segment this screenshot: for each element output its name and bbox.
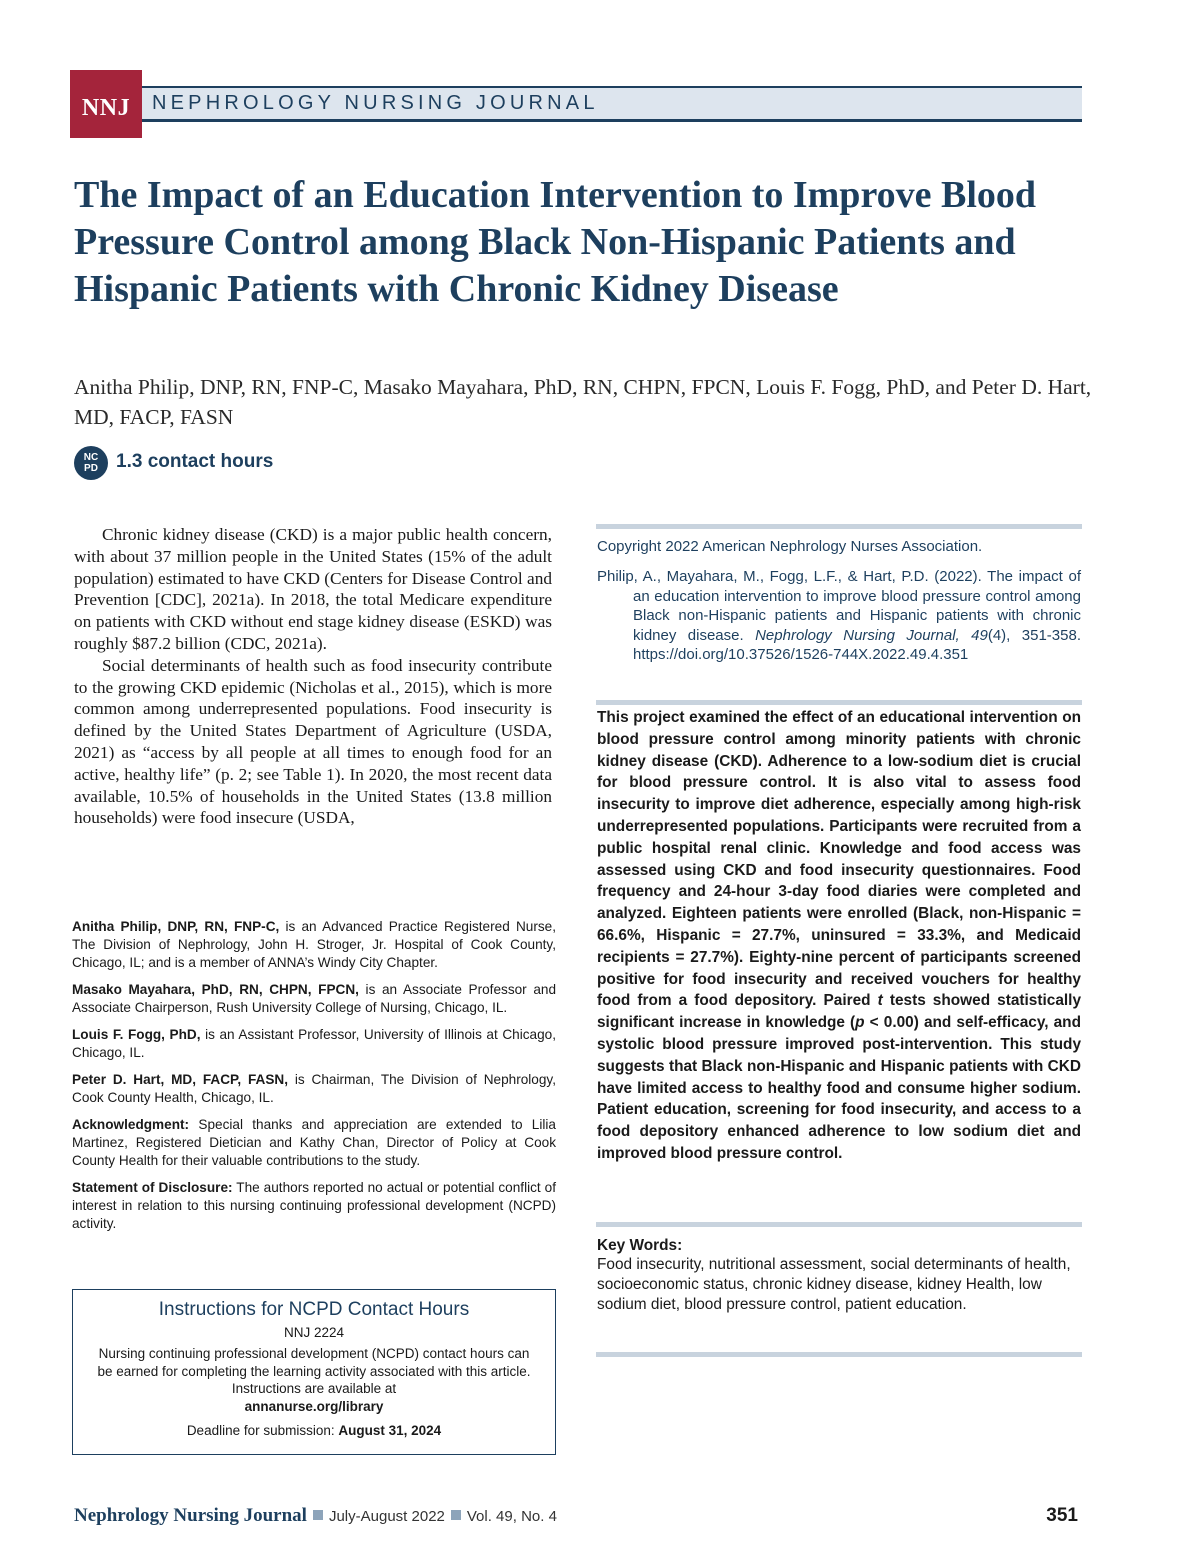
disclosure <box>72 1179 556 1233</box>
masthead <box>70 70 1082 138</box>
page-footer <box>74 1505 1080 1529</box>
body-paragraph: Chronic kidney disease (CKD) is a major public health concern, with about 37 million people in the United States (15% of the adult population) estimated to have CKD (Centers for Disease Control and Prevention [CDC], 2021a). In 2018, the total Medicare expenditure on patients with CKD without end stage kidney disease (ESKD) was roughly $87.2 billion (CDC, 2021a). <box>74 525 552 653</box>
deadline-label: Deadline for submission: <box>186 1423 339 1438</box>
bio-item <box>72 918 556 972</box>
abstract-italic-p: p <box>855 1014 865 1032</box>
bio-item <box>72 981 556 1017</box>
bio-item <box>72 1071 556 1107</box>
instructions-title: Instructions for NCPD Contact Hours <box>158 1299 470 1320</box>
journal-bar <box>142 86 1082 122</box>
instructions-link[interactable]: annanurse.org/library <box>244 1398 384 1414</box>
bio-text: is an Assistant Professor, University of Illinois at Chicago, Chicago, IL. <box>72 1027 556 1060</box>
article-title: The Impact of an Education Intervention to Improve Blood Pressure Control among Black Non-Hispanic Patients and Hispanic Patients with Chronic Kidney Disease <box>74 174 1037 310</box>
instructions-description: Nursing continuing professional development (NCPD) contact hours can be earned for completing the learning activity associated with this article. Instructions are available at <box>97 1346 531 1396</box>
citation <box>597 567 1081 665</box>
divider-rule <box>596 1222 1082 1227</box>
body-paragraph: Social determinants of health such as food insecurity contribute to the growing CKD epidemic (Nicholas et al., 2015), which is more common among underrepresented populations. Food insecurity is defined by the United States Department of Agriculture (USDA, 2021) as “access by all people at all times to enough food for an active, healthy life” (p. 2; see Table 1). In 2020, the most recent data available, 10.5% of households in the United States (13.8 million households) were food insecure (USDA, <box>74 655 552 828</box>
bio-name: Louis F. Fogg, PhD, <box>72 1027 201 1042</box>
abstract-text: This project examined the effect of an educational intervention on blood pressure control among minority patients with chronic kidney disease (CKD). Adherence to a low-sodium diet is crucial for blood pressure control. It is also vital to assess food insecurity to improve diet adherence, especially among high-risk underrepresented populations. Participants were recruited from a public hospital renal clinic. Knowledge and food access was assessed using CKD and food insecurity questionnaires. Food frequency and 24-hour 3-day food diaries were completed and analyzed. Eighteen patients were enrolled (Black, non-Hispanic = 66.6%, Hispanic = 27.7%, uninsured = 33.3%, and Medicaid recipients = 27.7%). Eighty-nine percent of participants screened positive for food insecurity and received vouchers for healthy food from a food depository. Paired <box>597 709 1081 1010</box>
square-bullet-icon <box>451 1510 461 1520</box>
footer-volume: Vol. 49, No. 4 <box>466 1508 557 1525</box>
abstract-italic-t: t <box>877 992 883 1010</box>
acknowledgment-label: Acknowledgment: <box>72 1117 190 1132</box>
bio-text: is an Associate Professor and Associate Chairperson, Rush University College of Nursing, Chicago, IL. <box>72 982 556 1015</box>
citation-journal: Nephrology Nursing Journal, 49 <box>755 626 988 644</box>
keywords-title: Key Words: <box>597 1237 683 1254</box>
footer-journal <box>74 1505 557 1527</box>
footer-issue: July-August 2022 <box>328 1508 445 1525</box>
author-bios <box>72 918 556 1242</box>
divider-rule <box>596 524 1082 529</box>
square-bullet-icon <box>313 1510 323 1520</box>
bio-text: is an Advanced Practice Registered Nurse, The Division of Nephrology, John H. Stroger, Jr. Hospital of Cook County, Chicago, IL; and is a member of ANNA’s Windy City Chapter. <box>72 919 556 970</box>
abstract-text: tests showed statistically significant increase in knowledge ( <box>597 992 1081 1032</box>
acknowledgment-text: Special thanks and appreciation are extended to Lilia Martinez, Registered Dietician and Kathy Chan, Director of Policy at Cook County Health for their valuable contributions to the study. <box>72 1117 556 1168</box>
article-body <box>74 524 552 829</box>
abstract <box>597 707 1081 1165</box>
citation-main: Philip, A., Mayahara, M., Fogg, L.F., & Hart, P.D. (2022). The impact of an education intervention to improve blood pressure control among Black non-Hispanic patients and Hispanic patients with chronic kidney disease. <box>597 568 1081 644</box>
bio-item <box>72 1026 556 1062</box>
bio-name: Peter D. Hart, MD, FACP, FASN, <box>72 1072 289 1087</box>
journal-name: NEPHROLOGY NURSING JOURNAL <box>152 92 599 114</box>
ncpd-badge-line1: NC <box>83 452 99 463</box>
deadline-date: August 31, 2024 <box>338 1423 442 1438</box>
footer-journal-name: Nephrology Nursing Journal <box>74 1505 307 1526</box>
disclosure-text: The authors reported no actual or potential conflict of interest in relation to this nursing continuing professional development (NCPD) activity. <box>72 1180 556 1231</box>
acknowledgment <box>72 1116 556 1170</box>
disclosure-label: Statement of Disclosure: <box>72 1180 233 1195</box>
article-authors: Anitha Philip, DNP, RN, FNP-C, Masako Mayahara, PhD, RN, CHPN, FPCN, Louis F. Fogg, PhD, and Peter D. Hart, MD, FACP, FASN <box>74 375 1092 429</box>
citation-doi[interactable]: (4), 351-358. https://doi.org/10.37526/1526-744X.2022.49.4.351 <box>633 626 1081 663</box>
instructions-code: NNJ 2224 <box>283 1325 345 1340</box>
page-number: 351 <box>1046 1505 1078 1526</box>
bio-text: is Chairman, The Division of Nephrology, Cook County Health, Chicago, IL. <box>72 1072 556 1105</box>
divider-rule <box>596 700 1082 705</box>
abstract-text: < 0.00) and self-efficacy, and systolic blood pressure improved post-intervention. This study suggests that Black non-Hispanic and Hispanic patients with CKD have limited access to healthy food and consume higher sodium. Patient education, screening for food insecurity, and access to a food depository enhanced adherence to low sodium diet and improved blood pressure control. <box>597 1014 1081 1162</box>
ncpd-badge-icon <box>74 446 108 480</box>
bio-name: Anitha Philip, DNP, RN, FNP-C, <box>72 919 280 934</box>
bio-name: Masako Mayahara, PhD, RN, CHPN, FPCN, <box>72 982 359 997</box>
copyright-notice: Copyright 2022 American Nephrology Nurses Association. <box>597 538 983 555</box>
ncpd-instructions-box <box>72 1289 556 1455</box>
nnj-logo: NNJ <box>70 70 142 138</box>
contact-hours-label: 1.3 contact hours <box>116 451 274 472</box>
divider-rule <box>596 1352 1082 1357</box>
ncpd-badge-line2: PD <box>84 463 98 474</box>
keywords-list: Food insecurity, nutritional assessment, social determinants of health, socioeconomic status, chronic kidney disease, kidney Health, low sodium diet, blood pressure control, patient education. <box>597 1256 1071 1313</box>
instructions-deadline <box>91 1422 537 1440</box>
